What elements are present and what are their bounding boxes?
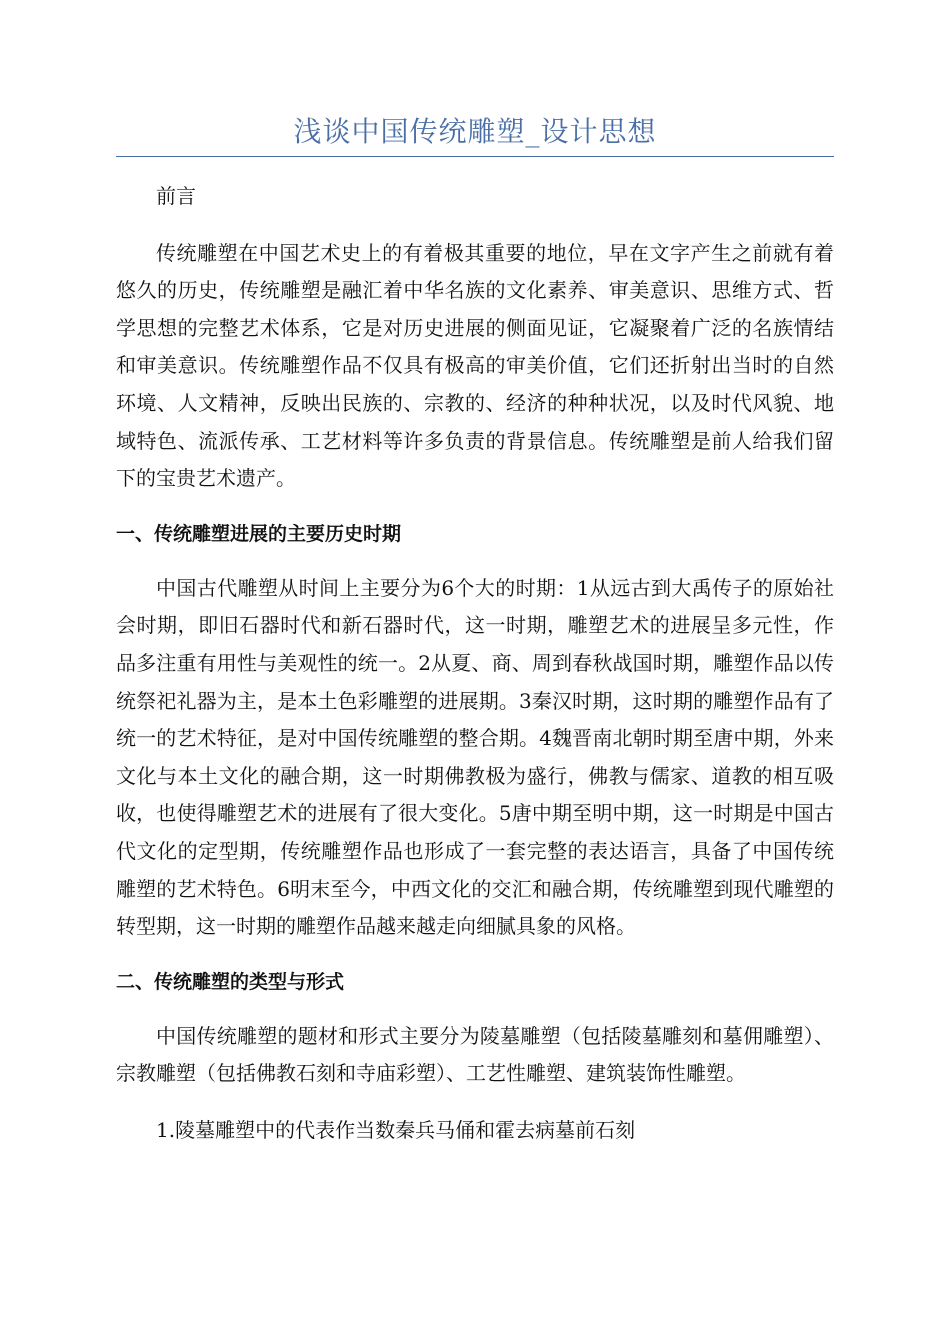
section-heading-types: 二、传统雕塑的类型与形式 (116, 970, 345, 993)
title-block (116, 112, 834, 157)
history-paragraph: 中国古代雕塑从时间上主要分为6个大的时期：1从远古到大禹传子的原始社会时期，即旧石器时代和新石器时代，这一时期，雕塑艺术的进展呈多元性，作品多注重有用性与美观性的统一。2从夏、商、周到春秋战国时期，雕塑作品以传统祭祀礼器为主，是本土色彩雕塑的进展期。3秦汉时期，这时期的雕塑作品有了统一的艺术特征，是对中国传统雕塑的整合期。4魏晋南北朝时期至唐中期，外来文化与本土文化的融合期，这一时期佛教极为盛行，佛教与儒家、道教的相互吸收，也使得雕塑艺术的进展有了很大变化。5唐中期至明中期，这一时期是中国古代文化的定型期，传统雕塑作品也形成了一套完整的表达语言，具备了中国传统雕塑的艺术特色。6明末至今，中西文化的交汇和融合期，传统雕塑到现代雕塑的转型期，这一时期的雕塑作品越来越走向细腻具象的风格。 (116, 575, 834, 939)
section-heading-history: 一、传统雕塑进展的主要历史时期 (116, 522, 402, 545)
list-item-tomb-sculpture: 1.陵墓雕塑中的代表作当数秦兵马俑和霍去病墓前石刻 (156, 1117, 636, 1142)
preface-paragraph: 传统雕塑在中国艺术史上的有着极其重要的地位，早在文字产生之前就有着悠久的历史，传统雕塑是融汇着中华名族的文化素养、审美意识、思维方式、哲学思想的完整艺术体系，它是对历史进展的侧面见证，它凝聚着广泛的名族情结和审美意识。传统雕塑作品不仅具有极高的审美价值，它们还折射出当时的自然环境、人文精神，反映出民族的、宗教的、经济的种种状况，以及时代风貌、地域特色、流派传承、工艺材料等许多负责的背景信息。传统雕塑是前人给我们留下的宝贵艺术遗产。 (116, 240, 834, 491)
types-paragraph: 中国传统雕塑的题材和形式主要分为陵墓雕塑（包括陵墓雕刻和墓佣雕塑）、宗教雕塑（包括佛教石刻和寺庙彩塑）、工艺性雕塑、建筑装饰性雕塑。 (116, 1023, 834, 1086)
document-title: 浅谈中国传统雕塑_设计思想 (293, 115, 657, 148)
preface-label: 前言 (156, 184, 196, 208)
